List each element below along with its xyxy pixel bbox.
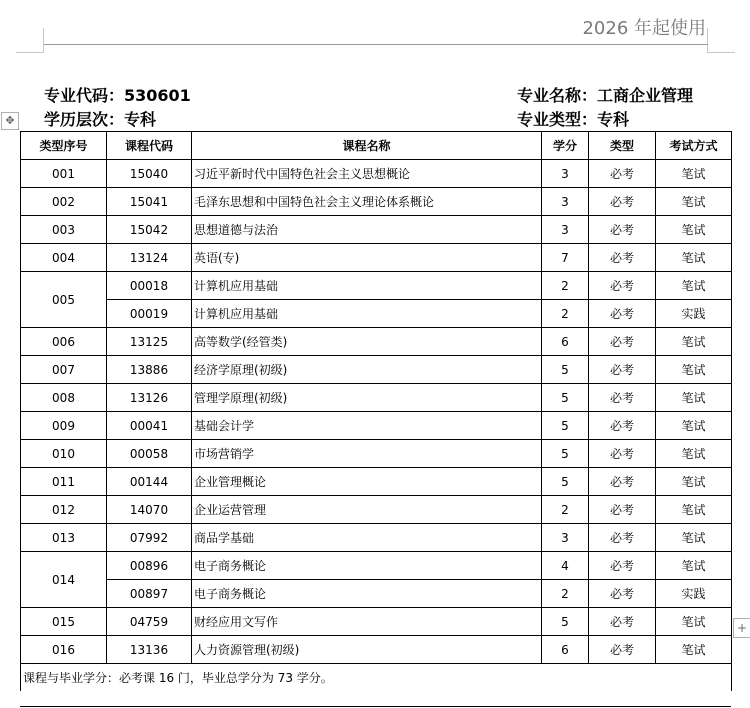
table-row (21, 524, 732, 552)
name-cell: 基础会计学 (192, 412, 542, 440)
table-row (21, 272, 732, 300)
exam-cell: 笔试 (656, 188, 732, 216)
table-row (21, 636, 732, 664)
next-row-border (20, 706, 731, 707)
seq-cell: 003 (21, 216, 107, 244)
column-header-type: 类型 (589, 132, 656, 160)
code-cell: 13125 (107, 328, 192, 356)
margin-corner-mark (707, 28, 708, 53)
type-cell: 必考 (589, 328, 656, 356)
type-cell: 必考 (589, 468, 656, 496)
seq-cell: 005 (21, 272, 107, 328)
exam-cell: 笔试 (656, 244, 732, 272)
type-cell: 必考 (589, 524, 656, 552)
exam-cell: 笔试 (656, 328, 732, 356)
credits-cell: 3 (542, 524, 589, 552)
name-cell: 管理学原理(初级) (192, 384, 542, 412)
exam-cell: 笔试 (656, 552, 732, 580)
table-row (21, 244, 732, 272)
name-cell: 企业管理概论 (192, 468, 542, 496)
type-cell: 必考 (589, 412, 656, 440)
table-row (21, 412, 732, 440)
type-cell: 必考 (589, 272, 656, 300)
credits-cell: 5 (542, 412, 589, 440)
credits-cell: 3 (542, 216, 589, 244)
table-row (21, 608, 732, 636)
exam-cell: 笔试 (656, 496, 732, 524)
seq-cell: 004 (21, 244, 107, 272)
seq-cell: 014 (21, 552, 107, 608)
seq-cell: 001 (21, 160, 107, 188)
exam-cell: 笔试 (656, 468, 732, 496)
credits-cell: 2 (542, 496, 589, 524)
seq-cell: 013 (21, 524, 107, 552)
table-row (21, 440, 732, 468)
code-cell: 00019 (107, 300, 192, 328)
seq-cell: 008 (21, 384, 107, 412)
seq-cell: 007 (21, 356, 107, 384)
code-cell: 13886 (107, 356, 192, 384)
type-cell: 必考 (589, 384, 656, 412)
type-cell: 必考 (589, 188, 656, 216)
credits-cell: 3 (542, 160, 589, 188)
course-table-body (21, 160, 732, 664)
type-cell: 必考 (589, 244, 656, 272)
name-cell: 电子商务概论 (192, 580, 542, 608)
major-type: 专业类型：专科 (517, 110, 630, 129)
credits-cell: 6 (542, 328, 589, 356)
table-row (21, 160, 732, 188)
seq-cell: 006 (21, 328, 107, 356)
exam-cell: 笔试 (656, 160, 732, 188)
table-move-handle-icon[interactable]: ✥ (1, 112, 19, 130)
table-row (21, 552, 732, 580)
type-cell: 必考 (589, 580, 656, 608)
exam-cell: 笔试 (656, 272, 732, 300)
name-cell: 市场营销学 (192, 440, 542, 468)
column-header-name: 课程名称 (192, 132, 542, 160)
exam-cell: 笔试 (656, 636, 732, 664)
margin-corner-mark (707, 52, 735, 53)
name-cell: 人力资源管理(初级) (192, 636, 542, 664)
type-cell: 必考 (589, 160, 656, 188)
name-cell: 思想道德与法治 (192, 216, 542, 244)
page-header[interactable]: 2026 年起使用 (582, 18, 706, 39)
credits-cell: 6 (542, 636, 589, 664)
code-cell: 00018 (107, 272, 192, 300)
exam-cell: 笔试 (656, 608, 732, 636)
table-row (21, 580, 732, 608)
type-cell: 必考 (589, 552, 656, 580)
name-cell: 商品学基础 (192, 524, 542, 552)
credits-cell: 5 (542, 608, 589, 636)
major-name: 专业名称：工商企业管理 (517, 86, 694, 105)
type-cell: 必考 (589, 440, 656, 468)
name-cell: 毛泽东思想和中国特色社会主义理论体系概论 (192, 188, 542, 216)
header-divider (44, 44, 708, 45)
exam-cell: 实践 (656, 300, 732, 328)
course-table (20, 131, 732, 691)
seq-cell: 011 (21, 468, 107, 496)
exam-cell: 笔试 (656, 216, 732, 244)
exam-cell: 实践 (656, 580, 732, 608)
seq-cell: 016 (21, 636, 107, 664)
credits-cell: 5 (542, 468, 589, 496)
major-code: 专业代码：530601 (44, 86, 191, 105)
credits-cell: 2 (542, 580, 589, 608)
code-cell: 00144 (107, 468, 192, 496)
code-cell: 00041 (107, 412, 192, 440)
code-cell: 00058 (107, 440, 192, 468)
name-cell: 高等数学(经管类) (192, 328, 542, 356)
name-cell: 企业运营管理 (192, 496, 542, 524)
table-row (21, 216, 732, 244)
margin-corner-mark (43, 28, 44, 53)
code-cell: 15041 (107, 188, 192, 216)
name-cell: 习近平新时代中国特色社会主义思想概论 (192, 160, 542, 188)
column-header-exam: 考试方式 (656, 132, 732, 160)
name-cell: 计算机应用基础 (192, 272, 542, 300)
credits-cell: 2 (542, 272, 589, 300)
name-cell: 计算机应用基础 (192, 300, 542, 328)
type-cell: 必考 (589, 608, 656, 636)
credits-cell: 5 (542, 384, 589, 412)
education-level: 学历层次：专科 (44, 110, 157, 129)
seq-cell: 015 (21, 608, 107, 636)
graduation-credit-note: 课程与毕业学分：必考课 16 门，毕业总学分为 73 学分。 (21, 664, 732, 692)
table-note-row (21, 664, 732, 692)
name-cell: 电子商务概论 (192, 552, 542, 580)
table-row (21, 300, 732, 328)
credits-cell: 3 (542, 188, 589, 216)
code-cell: 15042 (107, 216, 192, 244)
table-row (21, 496, 732, 524)
credits-cell: 5 (542, 440, 589, 468)
exam-cell: 笔试 (656, 524, 732, 552)
exam-cell: 笔试 (656, 412, 732, 440)
seq-cell: 010 (21, 440, 107, 468)
column-header-credits: 学分 (542, 132, 589, 160)
margin-corner-mark (16, 52, 44, 53)
credits-cell: 2 (542, 300, 589, 328)
type-cell: 必考 (589, 216, 656, 244)
type-cell: 必考 (589, 356, 656, 384)
exam-cell: 笔试 (656, 356, 732, 384)
code-cell: 13124 (107, 244, 192, 272)
table-header-row (21, 132, 732, 160)
table-row (21, 384, 732, 412)
name-cell: 财经应用文写作 (192, 608, 542, 636)
code-cell: 04759 (107, 608, 192, 636)
credits-cell: 4 (542, 552, 589, 580)
type-cell: 必考 (589, 300, 656, 328)
credits-cell: 7 (542, 244, 589, 272)
name-cell: 英语(专) (192, 244, 542, 272)
code-cell: 15040 (107, 160, 192, 188)
type-cell: 必考 (589, 636, 656, 664)
code-cell: 13126 (107, 384, 192, 412)
exam-cell: 笔试 (656, 440, 732, 468)
seq-cell: 002 (21, 188, 107, 216)
code-cell: 00897 (107, 580, 192, 608)
exam-cell: 笔试 (656, 384, 732, 412)
table-row (21, 468, 732, 496)
code-cell: 00896 (107, 552, 192, 580)
add-row-icon[interactable]: + (733, 618, 750, 638)
table-row (21, 328, 732, 356)
type-cell: 必考 (589, 496, 656, 524)
seq-cell: 012 (21, 496, 107, 524)
column-header-seq: 类型序号 (21, 132, 107, 160)
seq-cell: 009 (21, 412, 107, 440)
code-cell: 14070 (107, 496, 192, 524)
credits-cell: 5 (542, 356, 589, 384)
table-row (21, 188, 732, 216)
code-cell: 07992 (107, 524, 192, 552)
code-cell: 13136 (107, 636, 192, 664)
table-row (21, 356, 732, 384)
name-cell: 经济学原理(初级) (192, 356, 542, 384)
column-header-code: 课程代码 (107, 132, 192, 160)
